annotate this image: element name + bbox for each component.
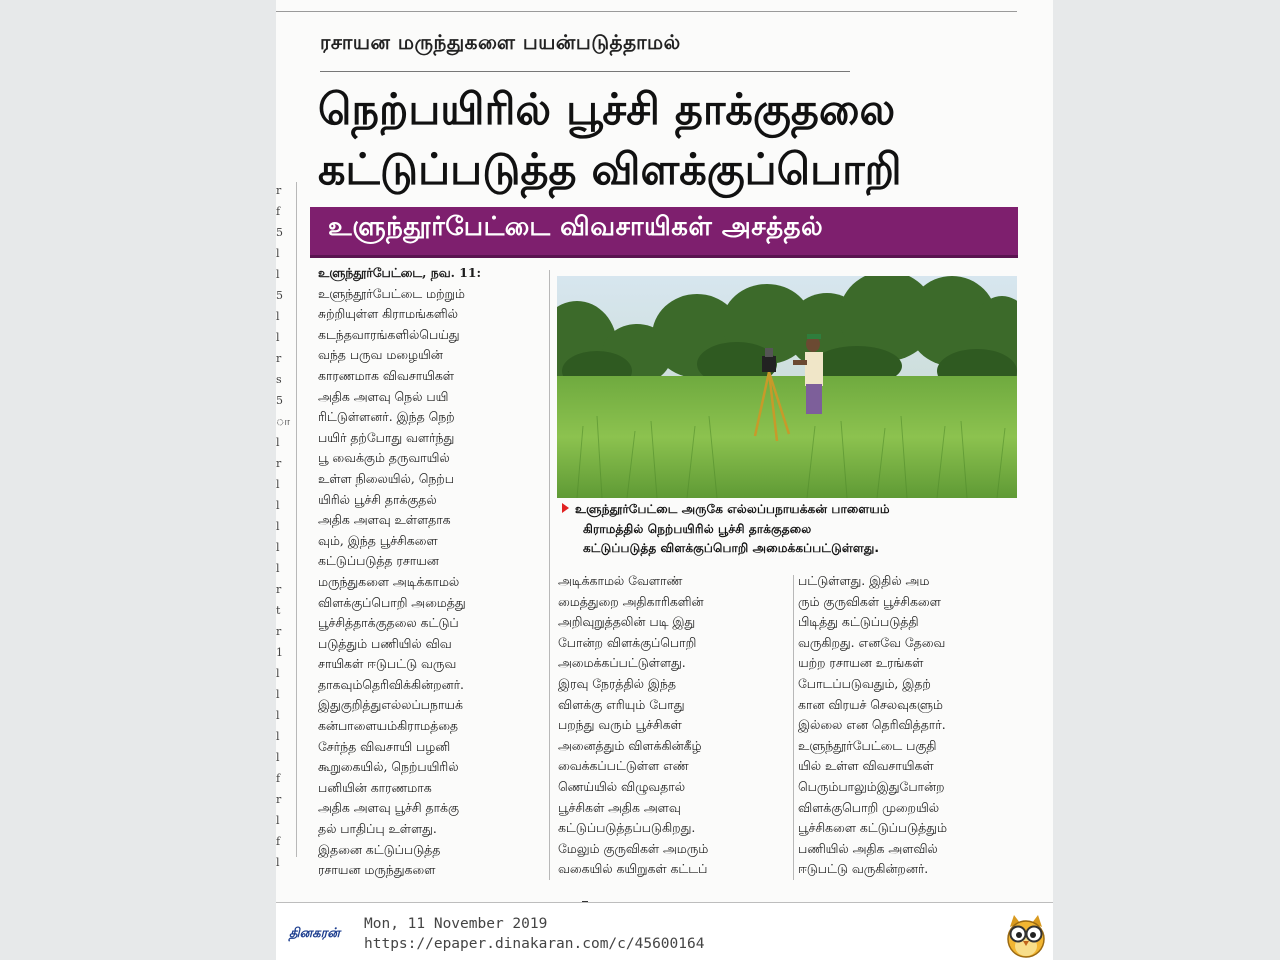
body-line: கூறுகையில், நெற்பயிரில் — [318, 759, 459, 775]
subheading-band — [310, 207, 1018, 258]
fragment-char: r — [276, 184, 282, 197]
body-line: உளுந்தூர்பேட்டை பகுதி — [798, 737, 937, 753]
body-line: பயிர் தற்போது வளர்ந்து — [318, 429, 455, 445]
body-line: பூச்சிகள் அதிக அளவு — [558, 799, 681, 815]
body-line: விளக்குப்பொறி அமைத்து — [318, 594, 466, 610]
epaper-url-link[interactable]: https://epaper.dinakaran.com/c/45600164 — [364, 936, 705, 952]
body-line: கான விரயச் செலவுகளும் — [798, 696, 943, 712]
body-line: யில் உள்ள விவசாயிகள் — [798, 758, 934, 774]
fragment-char: l — [276, 499, 280, 512]
body-line: தாகவும்தெரிவிக்கின்றனர். — [318, 676, 464, 692]
fragment-char: l — [276, 268, 280, 281]
body-line: அனைத்தும் விளக்கின்கீழ் — [558, 737, 702, 753]
body-line: இதுகுறித்துஎல்லப்பநாயக் — [318, 697, 463, 713]
publication-date: Mon, 11 November 2019 — [364, 916, 548, 932]
body-line: ரசாயன மருந்துகளை — [318, 862, 436, 878]
headline-line: கட்டுப்படுத்த விளக்குப்பொறி — [318, 145, 902, 195]
epaper-footer — [276, 902, 1053, 960]
fragment-char: r — [276, 625, 282, 638]
body-line: பிடித்து கட்டுப்படுத்தி — [798, 614, 919, 630]
body-line: போடப்படுவதும், இதற் — [798, 675, 931, 691]
body-line: மைத்துறை அதிகாரிகளின் — [558, 593, 704, 609]
fragment-char: l — [276, 247, 280, 260]
article-column-1 — [318, 263, 544, 881]
owl-icon[interactable] — [1004, 913, 1048, 959]
body-line: சுற்றியுள்ள கிராமங்களில் — [318, 306, 458, 322]
body-line: பூச்சிகளை கட்டுப்படுத்தும் — [798, 820, 947, 836]
body-line: படுத்தும் பணியில் விவ — [318, 635, 452, 651]
body-line: சேர்ந்த விவசாயி பழனி — [318, 738, 451, 754]
body-line: பூ வைக்கும் தருவாயில் — [318, 450, 450, 466]
body-line: கன்பாளையம்கிராமத்தை — [318, 718, 458, 734]
fragment-char: 5 — [276, 394, 283, 407]
body-line: அறிவுறுத்தலின் படி இது — [558, 614, 696, 630]
fragment-char: l — [276, 541, 280, 554]
body-line: யிரில் பூச்சி தாக்குதல் — [318, 491, 437, 507]
fragment-char: ா — [276, 415, 291, 428]
top-rule — [276, 11, 1017, 12]
body-line: கட்டுப்படுத்தப்படுகிறது. — [558, 820, 696, 836]
column-rule — [793, 575, 794, 880]
body-line: ஈடுபட்டு வருகின்றனர். — [798, 861, 929, 877]
body-line: அதிக அளவு உள்ளதாக — [318, 512, 451, 528]
caption-line: உளுந்தூர்பேட்டை அருகே எல்லப்பநாயக்கன் பாளையம் — [575, 502, 890, 516]
body-line: வும், இந்த பூச்சிகளை — [318, 532, 438, 548]
body-line: விளக்குபொறி முறையில் — [798, 799, 939, 815]
column-rule — [549, 270, 550, 880]
fragment-char: 5 — [276, 289, 283, 302]
paddy-field-photo — [557, 276, 1017, 498]
fragment-char: l — [276, 856, 280, 869]
body-line: தல் பாதிப்பு உள்ளது. — [318, 821, 437, 837]
fragment-char: f — [276, 835, 281, 848]
body-line: உளுந்தூர்பேட்டை மற்றும் — [318, 285, 465, 301]
body-line: பட்டுள்ளது. இதில் அம — [798, 573, 930, 588]
caption-line: கிராமத்தில் நெற்பயிரில் பூச்சி தாக்குதலை — [583, 521, 812, 536]
fragment-char: l — [276, 730, 280, 743]
dinakaran-logo[interactable]: தினகரன் — [289, 926, 340, 941]
caption-line: கட்டுப்படுத்த விளக்குப்பொறி அமைக்கப்பட்டுள்ளது. — [583, 541, 880, 555]
fragment-char: r — [276, 583, 282, 596]
fragment-char: l — [276, 814, 280, 827]
kicker-rule — [320, 71, 850, 72]
fragment-char: l — [276, 688, 280, 701]
dateline: உளுந்தூர்பேட்டை, நவ. 11: — [318, 265, 482, 280]
body-line: அதிக அளவு பூச்சி தாக்கு — [318, 800, 459, 816]
headline — [318, 80, 1018, 200]
body-line: வைக்கப்பட்டுள்ள எண் — [558, 758, 689, 774]
body-line: பனியின் காரணமாக — [318, 779, 432, 795]
kicker: ரசாயன மருந்துகளை பயன்படுத்தாமல் — [320, 30, 681, 54]
fragment-char: l — [276, 331, 280, 344]
fragment-char: l — [276, 709, 280, 722]
body-line: வருகிறது. எனவே தேவை — [798, 634, 946, 650]
body-line: மேலும் குருவிகள் அமரும் — [558, 840, 709, 856]
fragment-char: l — [276, 751, 280, 764]
fragment-char: l — [276, 667, 280, 680]
fragment-char: l — [276, 562, 280, 575]
fragment-char: l — [276, 478, 280, 491]
body-line: மருந்துகளை அடிக்காமல் — [318, 573, 460, 589]
article-column-2 — [558, 571, 786, 880]
body-line: ரும் குருவிகள் பூச்சிகளை — [798, 593, 941, 609]
photo-caption — [566, 500, 1026, 559]
fragment-char: r — [276, 457, 282, 470]
body-line: பெரும்பாலும்இதுபோன்ற — [798, 778, 945, 794]
body-line: இதனை கட்டுப்படுத்த — [318, 841, 441, 857]
body-line: அதிக அளவு நெல் பயி — [318, 388, 449, 404]
fragment-char: 1 — [276, 646, 283, 659]
body-line: ணெய்யில் விழுவதால் — [558, 778, 685, 794]
body-line: ரிட்டுள்ளனர். இந்த நெற் — [318, 409, 455, 425]
body-line: பணியில் அதிக அளவில் — [798, 840, 938, 856]
fragment-char: s — [276, 373, 282, 386]
body-line: விளக்கு எரியும் போது — [558, 696, 685, 712]
fragment-char: r — [276, 352, 282, 365]
fragment-char: t — [276, 604, 281, 617]
newspaper-clipping — [276, 0, 1053, 960]
body-line: இரவு நேரத்தில் இந்த — [558, 675, 676, 691]
body-line: உள்ள நிலையில், நெற்ப — [318, 470, 454, 486]
body-line: கட்டுப்படுத்த ரசாயன — [318, 553, 439, 569]
body-line: அடிக்காமல் வேளாண் — [558, 573, 683, 588]
body-line: போன்ற விளக்குப்பொறி — [558, 634, 697, 650]
body-line: பூச்சித்தாக்குதலை கட்டுப் — [318, 615, 459, 631]
adjacent-column-fragment — [276, 180, 291, 869]
column-rule — [296, 182, 297, 857]
body-line: அமைக்கப்பட்டுள்ளது. — [558, 655, 686, 671]
body-line: யற்ற ரசாயன உரங்கள் — [798, 655, 924, 671]
fragment-char: l — [276, 310, 280, 323]
body-line: வகையில் கயிறுகள் கட்டப் — [558, 861, 708, 877]
fragment-char: l — [276, 520, 280, 533]
body-line: காரணமாக விவசாயிகள் — [318, 367, 454, 383]
body-line: கடந்தவாரங்களில்பெய்து — [318, 326, 460, 342]
fragment-char: f — [276, 772, 281, 785]
fragment-char: f — [276, 205, 281, 218]
fragment-char: l — [276, 436, 280, 449]
subheading: உளுந்தூர்பேட்டை விவசாயிகள் அசத்தல் — [328, 212, 824, 242]
body-line: இல்லை என தெரிவித்தார். — [798, 717, 946, 733]
body-line: பறந்து வரும் பூச்சிகள் — [558, 717, 682, 733]
headline-line: நெற்பயிரில் பூச்சி தாக்குதலை — [318, 85, 896, 135]
fragment-char: 5 — [276, 226, 283, 239]
article-column-3 — [798, 571, 1026, 880]
caption-marker-icon — [562, 503, 569, 513]
body-line: சாயிகள் ஈடுபட்டு வருவ — [318, 656, 457, 672]
fragment-char: r — [276, 793, 282, 806]
body-line: வந்த பருவ மழையின் — [318, 347, 443, 363]
